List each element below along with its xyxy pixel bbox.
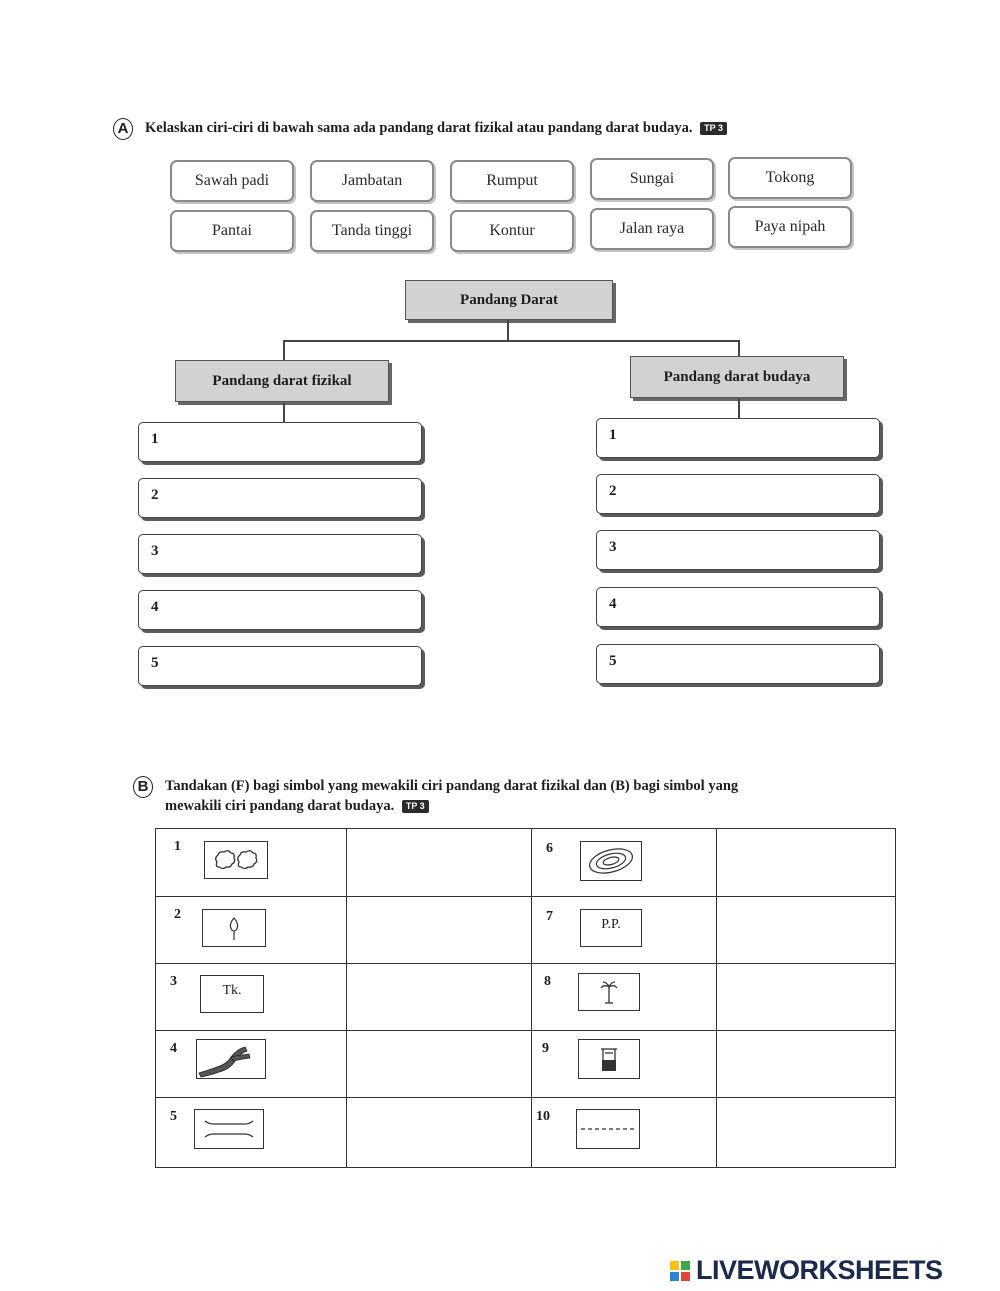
tree-connector (738, 399, 740, 418)
chip-sawah-padi[interactable]: Sawah padi (170, 160, 294, 202)
answer-number: 1 (151, 431, 159, 447)
chip-tokong[interactable]: Tokong (728, 157, 852, 199)
section-b-instruction-line2-text: mewakili ciri pandang darat budaya. (165, 798, 395, 814)
bridge-icon (195, 1110, 263, 1148)
chip-sungai[interactable]: Sungai (590, 158, 714, 200)
symbol-number: 5 (170, 1109, 177, 1124)
section-a-instruction-text: Kelaskan ciri-ciri di bawah sama ada pandang darat fizikal atau pandang darat budaya. (145, 120, 693, 136)
answer-number: 1 (609, 427, 617, 443)
section-b-instruction-line1: Tandakan (F) bagi simbol yang mewakili ciri pandang darat fizikal dan (B) bagi simbol yang (165, 778, 739, 794)
symbol-box (578, 973, 640, 1011)
tree-connector (283, 403, 285, 422)
symbol-number: 2 (174, 907, 181, 922)
fizikal-answer-box[interactable] (138, 422, 422, 462)
answer-cell-10[interactable] (718, 1098, 894, 1165)
fizikal-answer-box[interactable] (138, 646, 422, 686)
budaya-answer-box[interactable] (596, 587, 880, 627)
symbol-box (576, 1109, 640, 1149)
tree-root-box: Pandang Darat (405, 280, 613, 320)
tree-connector (507, 320, 509, 340)
contour-icon (581, 842, 641, 880)
tree-connector (283, 340, 285, 360)
answer-cell-4[interactable] (348, 1031, 530, 1096)
fizikal-answer-box[interactable] (138, 534, 422, 574)
symbol-number: 4 (170, 1041, 177, 1056)
chip-pantai[interactable]: Pantai (170, 210, 294, 252)
chip-jalan-raya[interactable]: Jalan raya (590, 208, 714, 250)
answer-cell-5[interactable] (348, 1098, 530, 1165)
tree-connector (283, 340, 739, 342)
chip-tanda-tinggi[interactable]: Tanda tinggi (310, 210, 434, 252)
symbol-number: 3 (170, 974, 177, 989)
symbol-number: 9 (542, 1041, 549, 1056)
section-b-marker: B (133, 776, 153, 798)
answer-number: 5 (609, 653, 617, 669)
budaya-answer-box[interactable] (596, 530, 880, 570)
chip-jambatan[interactable]: Jambatan (310, 160, 434, 202)
tk-label: Tk. (222, 983, 242, 998)
symbol-box (194, 1109, 264, 1149)
dashed-line-icon (577, 1110, 639, 1148)
symbol-number: 6 (546, 841, 553, 856)
symbol-box (204, 841, 268, 879)
fizikal-answer-box[interactable] (138, 478, 422, 518)
answer-cell-8[interactable] (718, 964, 894, 1029)
chip-kontur[interactable]: Kontur (450, 210, 574, 252)
symbol-box (578, 1039, 640, 1079)
answer-cell-2[interactable] (348, 897, 530, 962)
table-divider (346, 829, 347, 1167)
section-a-marker: A (113, 118, 133, 140)
budaya-answer-box[interactable] (596, 474, 880, 514)
answer-cell-9[interactable] (718, 1031, 894, 1096)
answer-number: 2 (151, 487, 159, 503)
symbol-number: 10 (536, 1109, 550, 1124)
table-divider (531, 829, 532, 1167)
answer-cell-1[interactable] (348, 829, 530, 895)
shrub-icon (205, 842, 267, 878)
tree-connector (738, 340, 740, 356)
answer-cell-7[interactable] (718, 897, 894, 962)
liveworksheets-logo-icon (668, 1259, 692, 1283)
symbol-box (580, 841, 642, 881)
tp-badge: TP 3 (700, 122, 727, 135)
answer-number: 3 (609, 539, 617, 555)
river-icon (197, 1040, 265, 1078)
tp-badge: TP 3 (402, 800, 429, 813)
answer-number: 2 (609, 483, 617, 499)
answer-number: 4 (609, 596, 617, 612)
section-b-instruction-line2 (165, 796, 905, 816)
fizikal-answer-box[interactable] (138, 590, 422, 630)
answer-cell-3[interactable] (348, 964, 530, 1029)
tree-right-box: Pandang darat budaya (630, 356, 844, 398)
chip-rumput[interactable]: Rumput (450, 160, 574, 202)
symbol-number: 8 (544, 974, 551, 989)
answer-cell-6[interactable] (718, 829, 894, 895)
answer-number: 3 (151, 543, 159, 559)
temple-icon (579, 1040, 639, 1078)
symbol-box (196, 1039, 266, 1079)
chip-paya-nipah[interactable]: Paya nipah (728, 206, 852, 248)
answer-number: 4 (151, 599, 159, 615)
symbol-number: 7 (546, 909, 553, 924)
tree-icon (203, 910, 265, 946)
answer-number: 5 (151, 655, 159, 671)
pp-label: P.P. (601, 917, 621, 932)
symbol-box (202, 909, 266, 947)
liveworksheets-brand: LIVEWORKSHEETS (696, 1255, 943, 1285)
symbol-box (580, 909, 642, 947)
table-divider (716, 829, 717, 1167)
tree-left-box: Pandang darat fizikal (175, 360, 389, 402)
section-a-instruction (145, 118, 865, 138)
budaya-answer-box[interactable] (596, 644, 880, 684)
section-b-instruction (165, 776, 905, 816)
palm-icon (579, 974, 639, 1010)
symbol-table (155, 828, 896, 1168)
budaya-answer-box[interactable] (596, 418, 880, 458)
symbol-number: 1 (174, 839, 181, 854)
symbol-box (200, 975, 264, 1013)
